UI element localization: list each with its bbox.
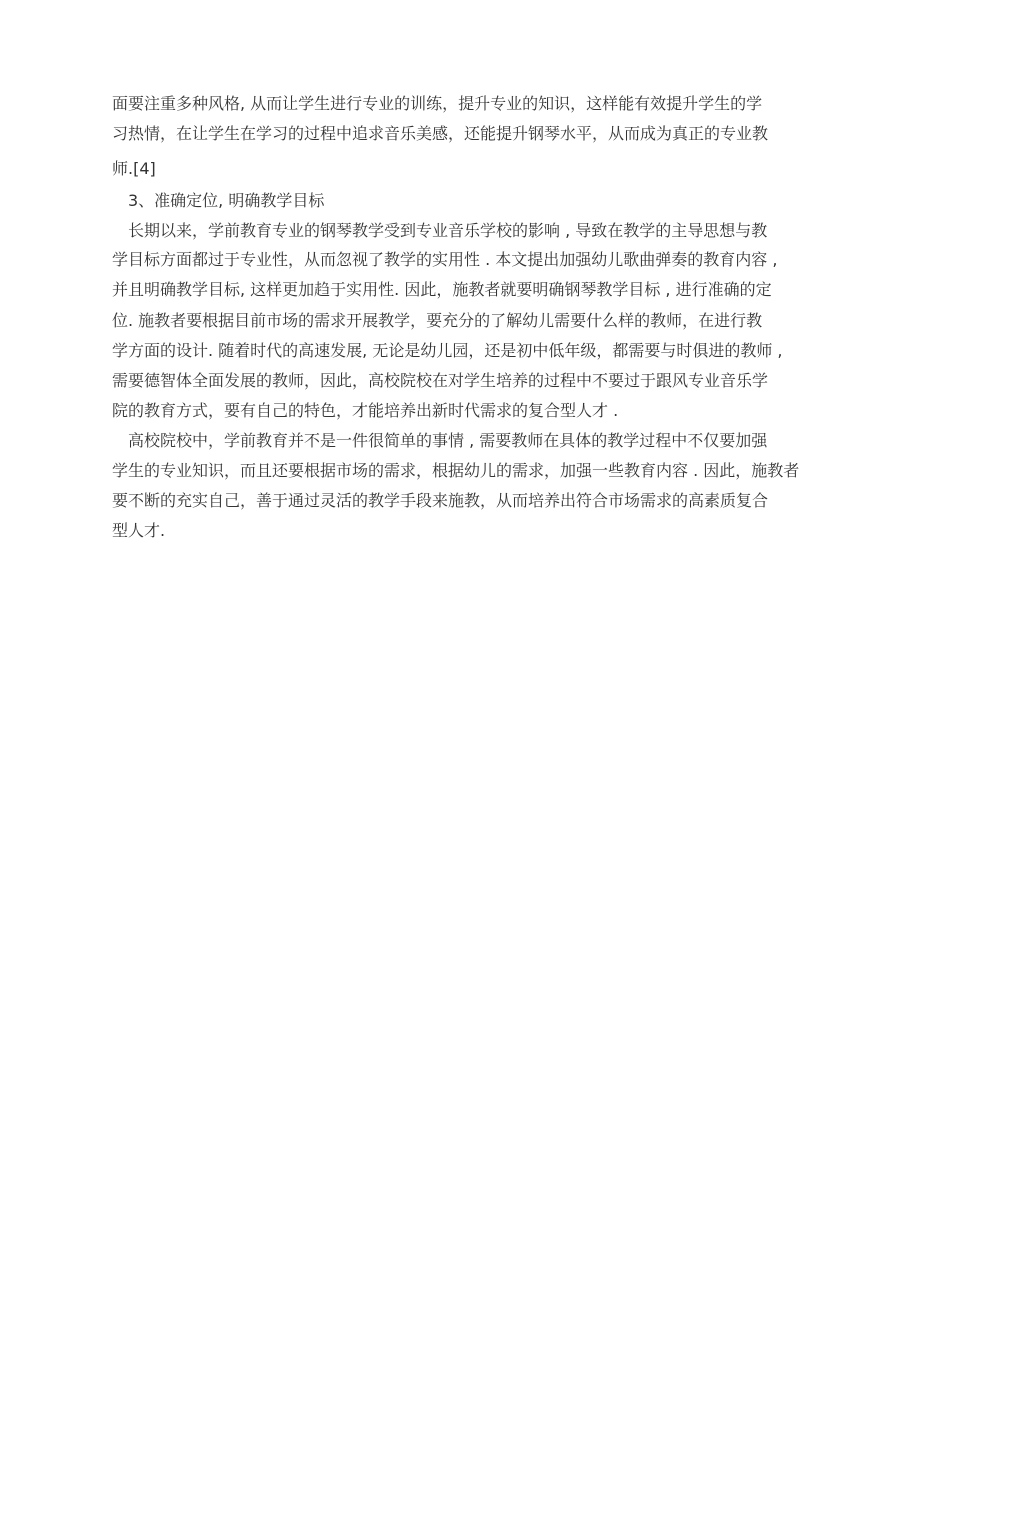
text-line: 学方面的设计. 随着时代的高速发展, 无论是幼儿园，还是初中低年级，都需要与时俱进的教师 , — [112, 341, 783, 360]
text-line: 位. 施教者要根据目前市场的需求开展教学，要充分的了解幼儿需要什么样的教师，在进行教 — [112, 311, 763, 330]
text-fragment: 师. — [112, 159, 134, 178]
text-line: 型人才. — [112, 521, 166, 540]
section-heading: 3、准确定位, 明确教学目标 — [128, 191, 325, 210]
text-line: 习热情，在让学生在学习的过程中追求音乐美感，还能提升钢琴水平，从而成为真正的专业教 — [112, 124, 769, 143]
text-line: 面要注重多种风格, 从而让学生进行专业的训练，提升专业的知识，这样能有效提升学生的学 — [112, 94, 763, 113]
text-line: 学目标方面都过于专业性，从而忽视了教学的实用性 . 本文提出加强幼儿歌曲弹奏的教育内容 , — [112, 250, 778, 269]
text-line: 学生的专业知识，而且还要根据市场的需求，根据幼儿的需求，加强一些教育内容 . 因此，施教者 — [112, 461, 800, 480]
text-line: 需要德智体全面发展的教师，因此，高校院校在对学生培养的过程中不要过于跟风专业音乐学 — [112, 371, 769, 390]
text-line: 要不断的充实自己，善于通过灵活的教学手段来施教，从而培养出符合市场需求的高素质复合 — [112, 491, 769, 510]
text-line: 院的教育方式，要有自己的特色，才能培养出新时代需求的复合型人才 . — [112, 401, 619, 420]
citation-marker: [4] — [133, 159, 156, 178]
text-line: 并且明确教学目标, 这样更加趋于实用性. 因此，施教者就要明确钢琴教学目标 , 进行准确的定 — [112, 280, 772, 299]
text-line: 高校院校中，学前教育并不是一件很简单的事情 , 需要教师在具体的教学过程中不仅要加强 — [128, 431, 768, 450]
text-line: 长期以来，学前教育专业的钢琴教学受到专业音乐学校的影响 , 导致在教学的主导思想与教 — [128, 221, 768, 240]
text-line — [112, 158, 156, 180]
